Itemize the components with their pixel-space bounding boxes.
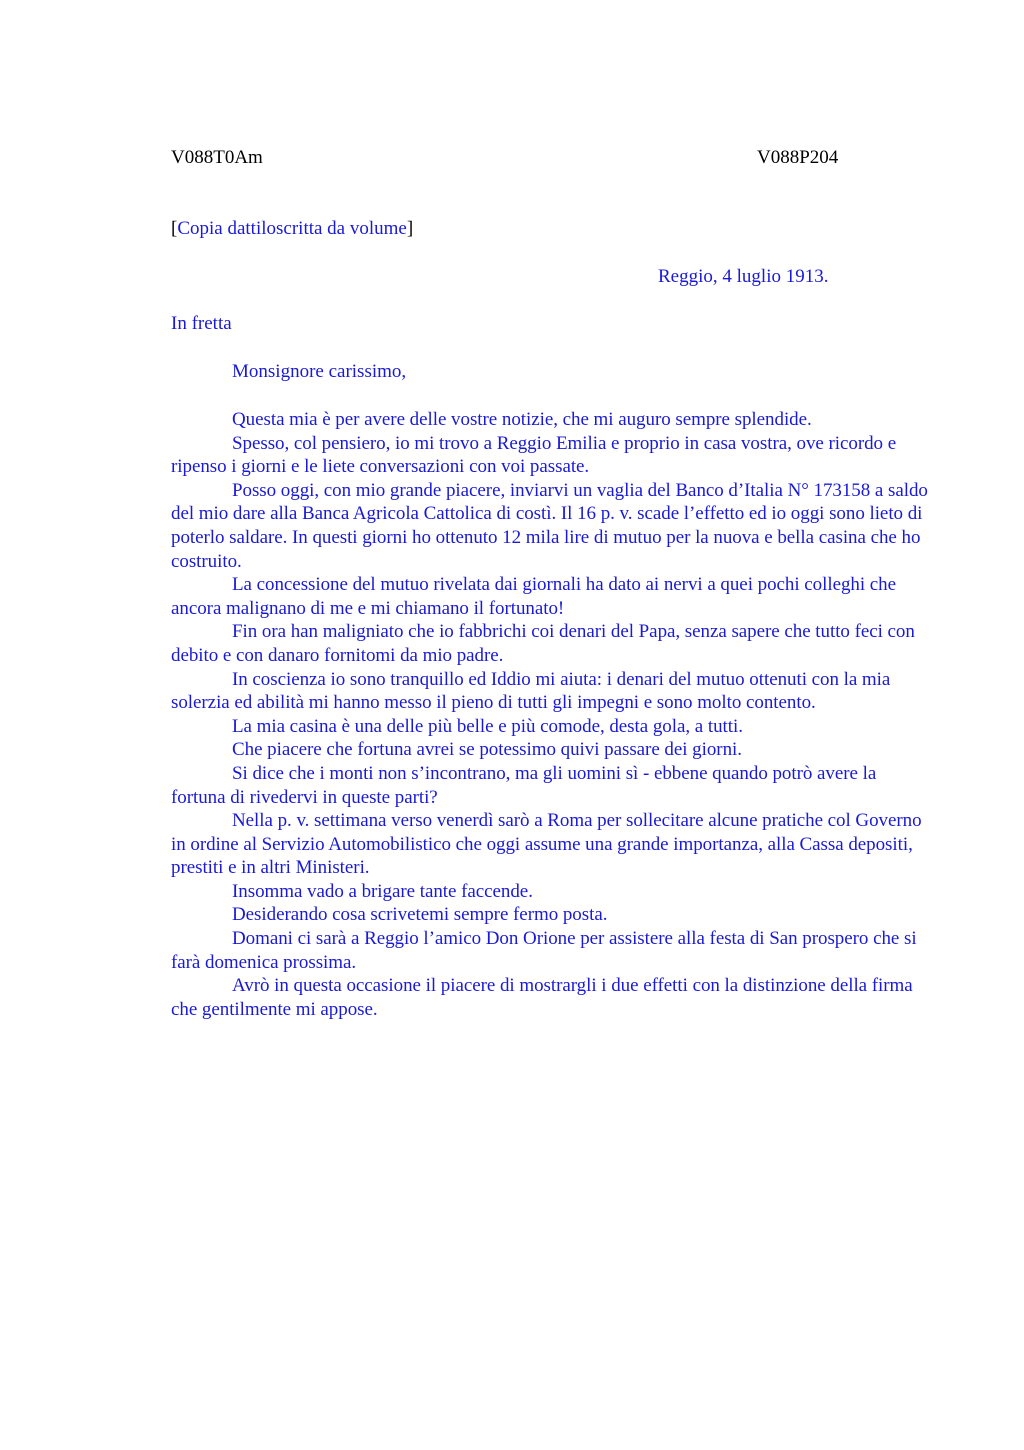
letter-paragraph: La concessione del mutuo rivelata dai giornali ha dato ai nervi a quei pochi colleghi che ancora malignano di me e mi chiamano il fortunato! <box>171 574 897 619</box>
letter-paragraph: Spesso, col pensiero, io mi trovo a Reggio Emilia e proprio in casa vostra, ove ricordo e ripenso i giorni e le liete conversazioni con voi passate. <box>171 432 897 478</box>
letter-paragraph: Questa mia è per avere delle vostre notizie, che mi auguro sempre splendide. <box>232 409 812 430</box>
letter-paragraph: Si dice che i monti non s’incontrano, ma gli uomini sì - ebbene quando potrò avere la fortuna di rivedervi in queste parti? <box>171 762 877 808</box>
letter-paragraph: Che piacere che fortuna avrei se potessimo quivi passare dei giorni. <box>232 739 742 761</box>
letter-paragraph: In coscienza io sono tranquillo ed Iddio mi aiuta: i denari del mutuo ottenuti con la mia solerzia ed abilità mi hanno messo il pieno di tutti gli impegni e sono molto contento. <box>171 668 891 714</box>
letter-date: Reggio, 4 luglio 1913. <box>658 266 829 287</box>
copy-note <box>171 218 413 240</box>
letter-paragraph: Desiderando cosa scrivetemi sempre fermo posta. <box>232 904 608 926</box>
copy-note-text: Copia dattiloscritta da volume <box>177 218 407 239</box>
letter-paragraph: Domani ci sarà a Reggio l’amico Don Orione per assistere alla festa di San prospero che si farà domenica prossima. <box>171 928 917 973</box>
letter-paragraph: Insomma vado a brigare tante faccende. <box>232 880 533 902</box>
letter-paragraph: Avrò in questa occasione il piacere di mostrargli i due effetti con la distinzione della firma che gentilmente mi appose. <box>171 975 913 1020</box>
letter-paragraph: La mia casina è una delle più belle e più comode, desta gola, a tutti. <box>232 715 743 737</box>
letter-body <box>171 408 931 1021</box>
document-code-right: V088P204 <box>757 147 839 168</box>
letter-paragraph: Fin ora han maligniato che io fabbrichi coi denari del Papa, senza sapere che tutto feci con debito e con danaro fornitomi da mio padre. <box>171 621 915 666</box>
copy-note-open-bracket: [ <box>171 218 178 239</box>
letter-urgency-note: In fretta <box>171 313 232 334</box>
letter-salutation: Monsignore carissimo, <box>232 361 407 382</box>
letter-paragraph: Nella p. v. settimana verso venerdì sarò a Roma per sollecitare alcune pratiche col Governo in ordine al Servizio Automobilistico che oggi assume una grande importanza, alla Cassa depositi, prestiti e in altri Ministeri. <box>171 810 922 879</box>
letter-paragraph: Posso oggi, con mio grande piacere, inviarvi un vaglia del Banco d’Italia N° 173158 a saldo del mio dare alla Banca Agricola Cattolica di costì. Il 16 p. v. scade l’effetto ed io oggi sono lieto di poterlo saldare. In questi giorni ho ottenuto 12 mila lire di mutuo per la nuova e bella casina che ho costruito. <box>171 479 928 572</box>
document-code-left: V088T0Am <box>171 147 263 168</box>
copy-note-close-bracket: ] <box>406 218 414 239</box>
